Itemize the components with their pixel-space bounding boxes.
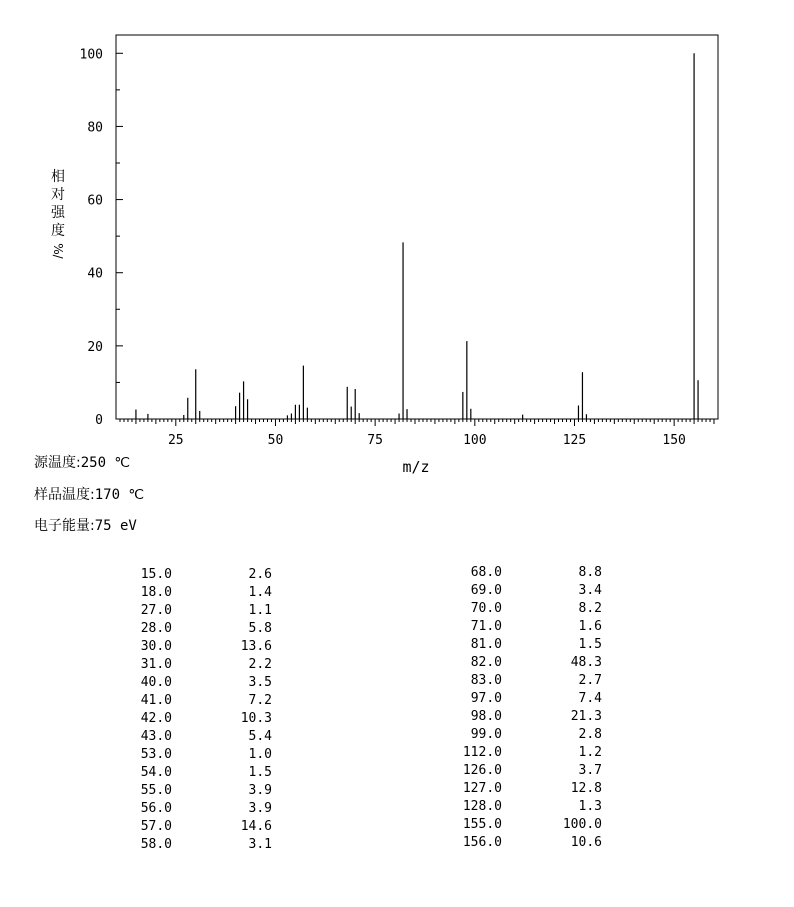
intensity-value: 1.1 [248,603,272,618]
intensity-value: 3.9 [248,801,272,816]
sample-temperature-label: 样品温度: [34,487,95,503]
intensity-value: 13.6 [240,639,272,654]
peak-row [130,602,272,620]
intensity-value: 3.7 [578,763,602,778]
mz-value: 15.0 [140,567,172,582]
plot-frame [116,35,718,419]
mz-value: 99.0 [470,727,502,742]
source-temperature-label: 源温度: [34,455,81,471]
mz-value: 82.0 [470,655,502,670]
mz-value: 43.0 [140,729,172,744]
mz-value: 83.0 [470,673,502,688]
y-tick-label: 0 [95,413,103,428]
peak-row [460,834,602,852]
peak-row [130,656,272,674]
intensity-value: 14.6 [240,819,272,834]
y-axis-label [48,168,68,260]
intensity-value: 7.2 [248,693,272,708]
intensity-value: 21.3 [570,709,602,724]
intensity-value: 2.7 [578,673,602,688]
peak-row [130,782,272,800]
y-axis-label-char: 强 [51,205,65,221]
intensity-value: 5.4 [248,729,272,744]
intensity-value: 48.3 [570,655,602,670]
x-tick-label: 25 [167,433,184,448]
peak-row [130,566,272,584]
mz-value: 98.0 [470,709,502,724]
mz-value: 127.0 [462,781,502,796]
intensity-value: 2.6 [248,567,272,582]
peak-row [460,690,602,708]
x-tick-label: 50 [267,433,284,448]
peak-row [130,620,272,638]
peak-row [130,584,272,602]
peak-series [136,53,698,419]
mz-value: 128.0 [462,799,502,814]
intensity-value: 1.6 [578,619,602,634]
peak-row [460,726,602,744]
mz-value: 54.0 [140,765,172,780]
peak-row [460,636,602,654]
intensity-value: 8.8 [578,565,602,580]
x-tick-label: 150 [662,433,686,448]
mz-value: 69.0 [470,583,502,598]
intensity-value: 10.3 [240,711,272,726]
peak-row [130,710,272,728]
peak-row [130,764,272,782]
electron-energy [34,515,137,535]
electron-energy-value: 75 eV [94,518,137,534]
mz-value: 53.0 [140,747,172,762]
mz-value: 81.0 [470,637,502,652]
mz-value: 71.0 [470,619,502,634]
mz-value: 28.0 [140,621,172,636]
y-tick-label: 100 [79,47,103,63]
electron-energy-label: 电子能量: [34,518,95,534]
source-temperature-value: 250 ℃ [80,455,131,471]
intensity-value: 1.2 [578,745,602,760]
peak-row [130,638,272,656]
peak-row [460,816,602,834]
intensity-value: 10.6 [570,835,602,850]
peak-row [460,618,602,636]
intensity-value: 1.5 [248,765,272,780]
peak-row [460,708,602,726]
mz-value: 55.0 [140,783,172,798]
intensity-value: 3.9 [248,783,272,798]
peak-row [460,744,602,762]
mz-value: 70.0 [470,601,502,616]
peak-row [460,654,602,672]
intensity-value: 2.2 [248,657,272,672]
peak-row [460,564,602,582]
intensity-value: 2.8 [578,727,602,742]
intensity-value: 3.5 [248,675,272,690]
y-tick-label: 20 [87,339,103,355]
mz-value: 97.0 [470,691,502,706]
intensity-value: 5.8 [248,621,272,636]
mz-value: 126.0 [462,763,502,778]
y-axis-unit: %/ [51,243,65,259]
intensity-value: 12.8 [570,781,602,796]
peak-row [130,836,272,854]
intensity-value: 8.2 [578,601,602,616]
mz-value: 156.0 [462,835,502,850]
mz-value: 30.0 [140,639,172,654]
intensity-value: 100.0 [562,817,602,832]
y-axis-label-char: 对 [51,187,65,203]
intensity-value: 3.4 [578,583,602,598]
peak-row [460,600,602,618]
mz-value: 41.0 [140,693,172,708]
x-tick-label: 75 [367,433,383,448]
x-axis-label: m/z [402,458,430,476]
mz-value: 56.0 [140,801,172,816]
y-tick-label: 60 [87,193,103,209]
y-axis-label-char: 相 [51,169,65,185]
mz-value: 42.0 [140,711,172,726]
peak-table-right [460,564,602,852]
y-tick-label: 40 [87,266,103,282]
x-axis [120,419,714,448]
intensity-value: 1.3 [578,799,602,814]
mz-value: 40.0 [140,675,172,690]
intensity-value: 7.4 [578,691,602,706]
mz-value: 58.0 [140,837,172,852]
mz-value: 18.0 [140,585,172,600]
peak-row [130,818,272,836]
peak-row [460,672,602,690]
mz-value: 68.0 [470,565,502,580]
intensity-value: 3.1 [248,837,272,852]
intensity-value: 1.5 [578,637,602,652]
peak-row [130,728,272,746]
x-tick-label: 100 [463,433,487,448]
sample-temperature [34,484,144,504]
peak-row [130,674,272,692]
mz-value: 57.0 [140,819,172,834]
y-tick-label: 80 [87,120,103,136]
intensity-value: 1.4 [248,585,272,600]
peak-table-left [130,566,272,854]
mz-value: 27.0 [140,603,172,618]
source-temperature [34,452,130,472]
peak-row [460,762,602,780]
mz-value: 155.0 [462,817,502,832]
x-tick-label: 125 [562,433,587,448]
mz-value: 31.0 [140,657,172,672]
peak-row [460,798,602,816]
peak-row [130,800,272,818]
sample-temperature-value: 170 ℃ [94,487,145,503]
peak-row [460,582,602,600]
peak-row [460,780,602,798]
peak-row [130,692,272,710]
peak-row [130,746,272,764]
y-axis-label-char: 度 [51,223,65,239]
mz-value: 112.0 [462,745,502,760]
intensity-value: 1.0 [248,747,272,762]
